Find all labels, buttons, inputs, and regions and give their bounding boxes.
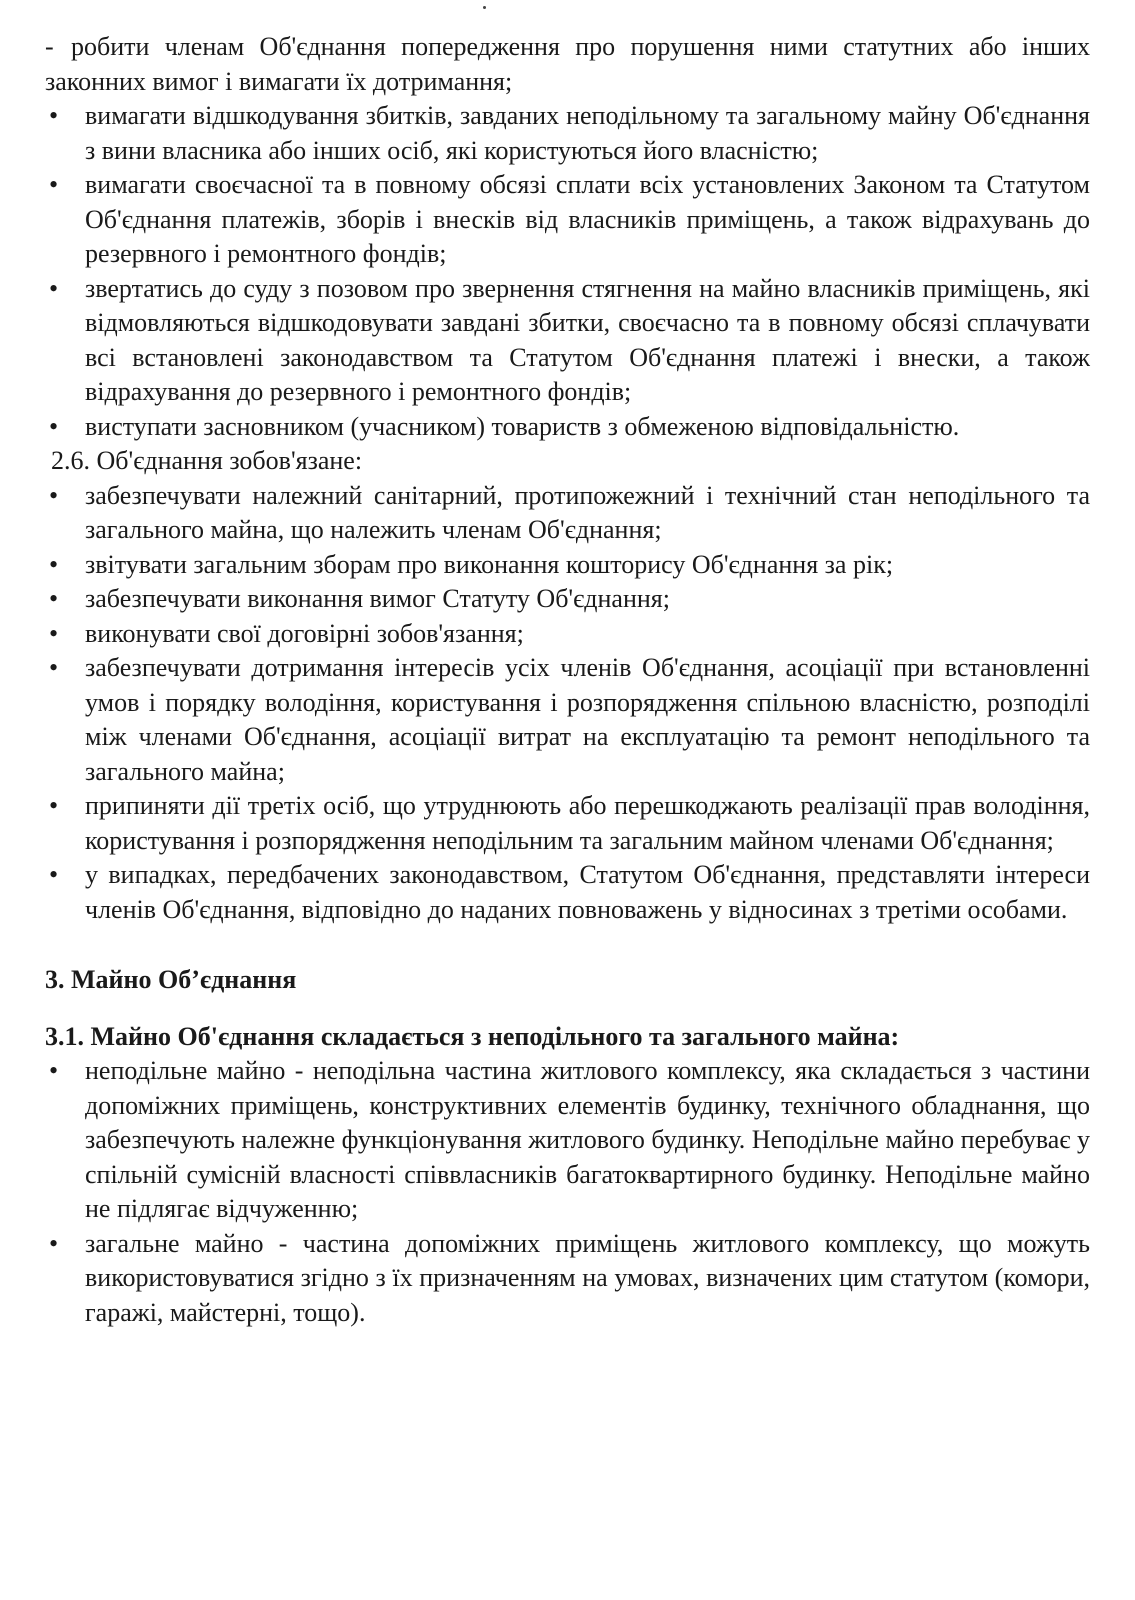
list-item: • забезпечувати належний санітарний, протипожежний і технічний стан неподільного та загального майна, що належить членам Об'єднання;	[45, 479, 1090, 548]
property-list	[45, 1054, 1090, 1330]
list-item: • виступати засновником (учасником) товариств з обмеженою відповідальністю.	[45, 410, 1090, 445]
list-item: • вимагати відшкодування збитків, завданих неподільному та загальному майну Об'єднання з вини власника або інших осіб, які користуються його власністю;	[45, 99, 1090, 168]
list-item: • вимагати своєчасної та в повному обсязі сплати всіх установлених Законом та Статутом Об'єднання платежів, зборів і внесків від власників приміщень, а також відрахувань до резервного і ремонтного фондів;	[45, 168, 1090, 272]
list-item: • неподільне майно - неподільна частина житлового комплексу, яка складається з частини допоміжних приміщень, конструктивних елементів будинку, технічного обладнання, що забезпечують належне функціонування житлового будинку. Неподільне майно перебуває у спільній сумісній власності співвласників багатоквартирного будинку. Неподільне майно не підлягає відчуженню;	[45, 1054, 1090, 1227]
rights-list	[45, 30, 1090, 444]
dash-marker: -	[45, 32, 54, 61]
list-item-text: робити членам Об'єднання попередження про порушення ними статутних або інших законних вимог і вимагати їх дотримання;	[45, 32, 1090, 96]
clause-heading-3-1: 3.1. Майно Об'єднання складається з неподільного та загального майна:	[45, 1021, 900, 1051]
section-heading-3: 3. Майно Об’єднання	[45, 965, 297, 994]
list-item: • звертатись до суду з позовом про звернення стягнення на майно власників приміщень, які відмовляються відшкодовувати завдані збитки, своєчасно та в повному обсязі сплачувати всі встановлені законодавством та Статутом Об'єднання платежі і внески, а також відрахування до резервного і ремонтного фондів;	[45, 272, 1090, 410]
list-item: • загальне майно - частина допоміжних приміщень житлового комплексу, що можуть використовуватися згідно з їх призначенням на умовах, визначених цим статутом (комори, гаражі, майстерні, тощо).	[45, 1227, 1090, 1331]
list-item: • виконувати свої договірні зобов'язання;	[45, 617, 1090, 652]
list-item: • забезпечувати виконання вимог Статуту Об'єднання;	[45, 582, 1090, 617]
obligations-list	[45, 479, 1090, 928]
list-item: • припиняти дії третіх осіб, що утруднюють або перешкоджають реалізації прав володіння, користування і розпорядження неподільним та загальним майном членами Об'єднання;	[45, 789, 1090, 858]
scan-speck	[483, 6, 486, 9]
list-item: • забезпечувати дотримання інтересів усіх членів Об'єднання, асоціації при встановленні умов і порядку володіння, користування і розпорядження спільною власністю, розподілі між членами Об'єднання, асоціації витрат на експлуатацію та ремонт неподільного та загального майна;	[45, 651, 1090, 789]
list-item: • у випадках, передбачених законодавством, Статутом Об'єднання, представляти інтереси членів Об'єднання, відповідно до наданих повноважень у відносинах з третіми особами.	[45, 858, 1090, 927]
list-item: • звітувати загальним зборам про виконання кошторису Об'єднання за рік;	[45, 548, 1090, 583]
list-item	[45, 30, 1090, 99]
clause-heading-2-6: 2.6. Об'єднання зобов'язане:	[51, 446, 363, 475]
